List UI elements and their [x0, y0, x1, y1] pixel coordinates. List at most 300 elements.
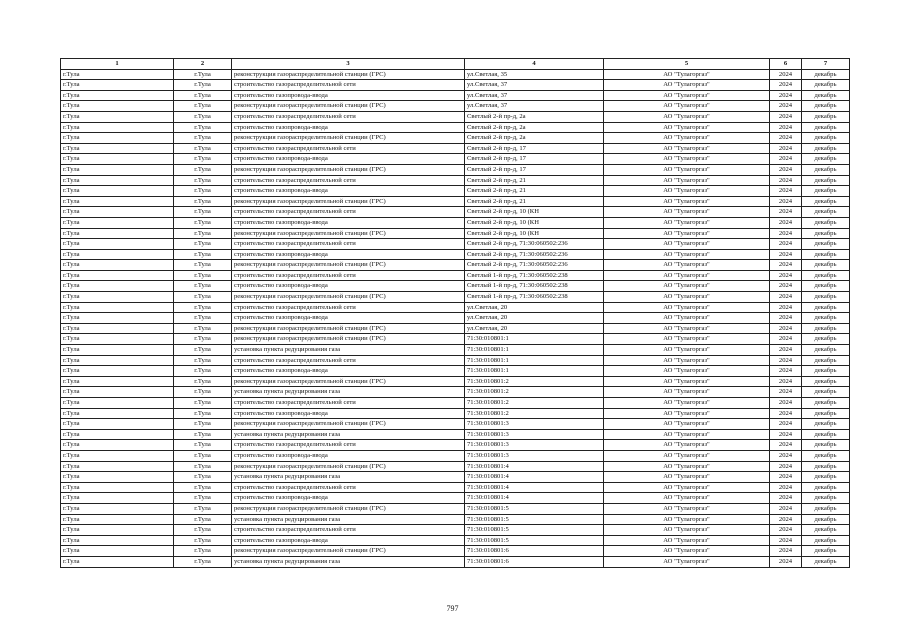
year-cell: 2024 [770, 217, 802, 228]
address-cell: Светлый 2-й пр-д, 2а [465, 111, 604, 122]
address-cell: Светлый 2-й пр-д, 10 (КН [465, 207, 604, 218]
work-type-cell: строительство газопровода-ввода [232, 90, 465, 101]
locality-cell: г.Тула [174, 80, 232, 91]
locality-cell: г.Тула [174, 493, 232, 504]
month-cell: декабрь [802, 249, 850, 260]
month-cell: декабрь [802, 408, 850, 419]
year-cell: 2024 [770, 387, 802, 398]
month-cell: декабрь [802, 154, 850, 165]
work-type-cell: строительство газораспределительной сети [232, 239, 465, 250]
year-cell: 2024 [770, 196, 802, 207]
municipality-cell: г.Тула [61, 281, 174, 292]
table-row [61, 207, 850, 218]
table-row [61, 461, 850, 472]
address-cell: Светлый 2-й пр-д, 10 (КН [465, 217, 604, 228]
address-cell: 71:30:010801:6 [465, 546, 604, 557]
municipality-cell: г.Тула [61, 408, 174, 419]
locality-cell: г.Тула [174, 450, 232, 461]
locality-cell: г.Тула [174, 482, 232, 493]
address-cell: 71:30:010801:4 [465, 493, 604, 504]
address-cell: Светлый 2-й пр-д, 21 [465, 186, 604, 197]
work-type-cell: строительство газораспределительной сети [232, 80, 465, 91]
work-type-cell: строительство газопровода-ввода [232, 493, 465, 504]
header-cell: 6 [770, 59, 802, 70]
municipality-cell: г.Тула [61, 461, 174, 472]
address-cell: Светлый 1-й пр-д, 71:30:060502:238 [465, 281, 604, 292]
year-cell: 2024 [770, 239, 802, 250]
organization-cell: АО "Тулагоргаз" [604, 345, 770, 356]
organization-cell: АО "Тулагоргаз" [604, 239, 770, 250]
organization-cell: АО "Тулагоргаз" [604, 133, 770, 144]
address-cell: Светлый 2-й пр-д, 17 [465, 164, 604, 175]
month-cell: декабрь [802, 514, 850, 525]
locality-cell: г.Тула [174, 429, 232, 440]
work-type-cell: реконструкция газораспределительной станции (ГРС) [232, 503, 465, 514]
municipality-cell: г.Тула [61, 556, 174, 567]
year-cell: 2024 [770, 90, 802, 101]
year-cell: 2024 [770, 334, 802, 345]
locality-cell: г.Тула [174, 260, 232, 271]
address-cell: ул.Светлая, 37 [465, 101, 604, 112]
month-cell: декабрь [802, 90, 850, 101]
organization-cell: АО "Тулагоргаз" [604, 440, 770, 451]
organization-cell: АО "Тулагоргаз" [604, 419, 770, 430]
table-row [61, 440, 850, 451]
municipality-cell: г.Тула [61, 133, 174, 144]
work-type-cell: строительство газопровода-ввода [232, 186, 465, 197]
locality-cell: г.Тула [174, 514, 232, 525]
year-cell: 2024 [770, 525, 802, 536]
municipality-cell: г.Тула [61, 69, 174, 80]
table-row [61, 69, 850, 80]
organization-cell: АО "Тулагоргаз" [604, 366, 770, 377]
locality-cell: г.Тула [174, 228, 232, 239]
municipality-cell: г.Тула [61, 355, 174, 366]
month-cell: декабрь [802, 302, 850, 313]
municipality-cell: г.Тула [61, 111, 174, 122]
year-cell: 2024 [770, 101, 802, 112]
table-row [61, 355, 850, 366]
table-row [61, 122, 850, 133]
table-row [61, 164, 850, 175]
year-cell: 2024 [770, 440, 802, 451]
municipality-cell: г.Тула [61, 80, 174, 91]
locality-cell: г.Тула [174, 154, 232, 165]
work-type-cell: строительство газопровода-ввода [232, 249, 465, 260]
address-cell: ул.Светлая, 35 [465, 69, 604, 80]
municipality-cell: г.Тула [61, 514, 174, 525]
table-row [61, 493, 850, 504]
municipality-cell: г.Тула [61, 503, 174, 514]
table-row [61, 472, 850, 483]
year-cell: 2024 [770, 398, 802, 409]
organization-cell: АО "Тулагоргаз" [604, 217, 770, 228]
locality-cell: г.Тула [174, 175, 232, 186]
organization-cell: АО "Тулагоргаз" [604, 387, 770, 398]
address-cell: 71:30:010801:1 [465, 334, 604, 345]
month-cell: декабрь [802, 101, 850, 112]
month-cell: декабрь [802, 239, 850, 250]
year-cell: 2024 [770, 461, 802, 472]
organization-cell: АО "Тулагоргаз" [604, 196, 770, 207]
header-cell: 3 [232, 59, 465, 70]
address-cell: ул.Светлая, 37 [465, 90, 604, 101]
table-body [61, 59, 850, 568]
month-cell: декабрь [802, 440, 850, 451]
table-row [61, 419, 850, 430]
municipality-cell: г.Тула [61, 260, 174, 271]
work-type-cell: установка пункта редуцирования газа [232, 387, 465, 398]
address-cell: 71:30:010801:2 [465, 387, 604, 398]
year-cell: 2024 [770, 514, 802, 525]
organization-cell: АО "Тулагоргаз" [604, 249, 770, 260]
table-row [61, 80, 850, 91]
table-row [61, 514, 850, 525]
table-row [61, 239, 850, 250]
header-cell: 1 [61, 59, 174, 70]
municipality-cell: г.Тула [61, 419, 174, 430]
municipality-cell: г.Тула [61, 366, 174, 377]
address-cell: Светлый 2-й пр-д, 17 [465, 143, 604, 154]
table-row [61, 525, 850, 536]
year-cell: 2024 [770, 450, 802, 461]
work-type-cell: строительство газопровода-ввода [232, 281, 465, 292]
month-cell: декабрь [802, 472, 850, 483]
municipality-cell: г.Тула [61, 345, 174, 356]
municipality-cell: г.Тула [61, 323, 174, 334]
locality-cell: г.Тула [174, 101, 232, 112]
organization-cell: АО "Тулагоргаз" [604, 450, 770, 461]
month-cell: декабрь [802, 164, 850, 175]
address-cell: ул.Светлая, 20 [465, 323, 604, 334]
locality-cell: г.Тула [174, 239, 232, 250]
work-type-cell: установка пункта редуцирования газа [232, 556, 465, 567]
table-row [61, 154, 850, 165]
organization-cell: АО "Тулагоргаз" [604, 111, 770, 122]
month-cell: декабрь [802, 80, 850, 91]
address-cell: 71:30:010801:3 [465, 429, 604, 440]
locality-cell: г.Тула [174, 546, 232, 557]
table-row [61, 334, 850, 345]
organization-cell: АО "Тулагоргаз" [604, 323, 770, 334]
address-cell: 71:30:010801:5 [465, 503, 604, 514]
locality-cell: г.Тула [174, 376, 232, 387]
municipality-cell: г.Тула [61, 313, 174, 324]
month-cell: декабрь [802, 69, 850, 80]
municipality-cell: г.Тула [61, 122, 174, 133]
organization-cell: АО "Тулагоргаз" [604, 292, 770, 303]
municipality-cell: г.Тула [61, 270, 174, 281]
address-cell: 71:30:010801:1 [465, 355, 604, 366]
table-row [61, 101, 850, 112]
work-type-cell: строительство газораспределительной сети [232, 111, 465, 122]
locality-cell: г.Тула [174, 302, 232, 313]
organization-cell: АО "Тулагоргаз" [604, 154, 770, 165]
month-cell: декабрь [802, 143, 850, 154]
address-cell: 71:30:010801:3 [465, 440, 604, 451]
table-row [61, 323, 850, 334]
month-cell: декабрь [802, 292, 850, 303]
locality-cell: г.Тула [174, 323, 232, 334]
table-row [61, 450, 850, 461]
work-type-cell: реконструкция газораспределительной станции (ГРС) [232, 292, 465, 303]
month-cell: декабрь [802, 334, 850, 345]
year-cell: 2024 [770, 154, 802, 165]
year-cell: 2024 [770, 429, 802, 440]
municipality-cell: г.Тула [61, 493, 174, 504]
municipality-cell: г.Тула [61, 535, 174, 546]
month-cell: декабрь [802, 535, 850, 546]
month-cell: декабрь [802, 525, 850, 536]
month-cell: декабрь [802, 228, 850, 239]
organization-cell: АО "Тулагоргаз" [604, 376, 770, 387]
work-type-cell: реконструкция газораспределительной станции (ГРС) [232, 196, 465, 207]
month-cell: декабрь [802, 323, 850, 334]
municipality-cell: г.Тула [61, 196, 174, 207]
organization-cell: АО "Тулагоргаз" [604, 408, 770, 419]
year-cell: 2024 [770, 80, 802, 91]
month-cell: декабрь [802, 260, 850, 271]
municipality-cell: г.Тула [61, 546, 174, 557]
work-type-cell: реконструкция газораспределительной станции (ГРС) [232, 69, 465, 80]
address-cell: Светлый 1-й пр-д, 71:30:060502:238 [465, 292, 604, 303]
year-cell: 2024 [770, 260, 802, 271]
municipality-cell: г.Тула [61, 239, 174, 250]
locality-cell: г.Тула [174, 186, 232, 197]
organization-cell: АО "Тулагоргаз" [604, 260, 770, 271]
month-cell: декабрь [802, 419, 850, 430]
municipality-cell: г.Тула [61, 207, 174, 218]
month-cell: декабрь [802, 270, 850, 281]
locality-cell: г.Тула [174, 408, 232, 419]
address-cell: Светлый 2-й пр-д, 21 [465, 175, 604, 186]
municipality-cell: г.Тула [61, 249, 174, 260]
municipality-cell: г.Тула [61, 376, 174, 387]
work-type-cell: строительство газопровода-ввода [232, 535, 465, 546]
month-cell: декабрь [802, 429, 850, 440]
table-row [61, 270, 850, 281]
municipality-cell: г.Тула [61, 387, 174, 398]
municipality-cell: г.Тула [61, 450, 174, 461]
organization-cell: АО "Тулагоргаз" [604, 313, 770, 324]
year-cell: 2024 [770, 493, 802, 504]
table-row [61, 217, 850, 228]
locality-cell: г.Тула [174, 355, 232, 366]
table-row [61, 133, 850, 144]
month-cell: декабрь [802, 345, 850, 356]
page-number: 797 [446, 604, 459, 613]
table-row [61, 482, 850, 493]
table-row [61, 345, 850, 356]
organization-cell: АО "Тулагоргаз" [604, 525, 770, 536]
organization-cell: АО "Тулагоргаз" [604, 461, 770, 472]
address-cell: Светлый 2-й пр-д, 10 (КН [465, 228, 604, 239]
table-row [61, 292, 850, 303]
address-cell: Светлый 2-й пр-д, 71:30:060502:236 [465, 239, 604, 250]
organization-cell: АО "Тулагоргаз" [604, 80, 770, 91]
locality-cell: г.Тула [174, 440, 232, 451]
table-row [61, 313, 850, 324]
header-cell: 4 [465, 59, 604, 70]
locality-cell: г.Тула [174, 133, 232, 144]
month-cell: декабрь [802, 111, 850, 122]
year-cell: 2024 [770, 408, 802, 419]
year-cell: 2024 [770, 186, 802, 197]
organization-cell: АО "Тулагоргаз" [604, 143, 770, 154]
table-row [61, 186, 850, 197]
work-type-cell: строительство газопровода-ввода [232, 154, 465, 165]
table-row [61, 281, 850, 292]
address-cell: 71:30:010801:2 [465, 408, 604, 419]
work-type-cell: реконструкция газораспределительной станции (ГРС) [232, 260, 465, 271]
address-cell: Светлый 2-й пр-д, 71:30:060502:236 [465, 260, 604, 271]
year-cell: 2024 [770, 546, 802, 557]
work-type-cell: строительство газопровода-ввода [232, 366, 465, 377]
municipality-cell: г.Тула [61, 292, 174, 303]
month-cell: декабрь [802, 556, 850, 567]
locality-cell: г.Тула [174, 398, 232, 409]
work-type-cell: строительство газопровода-ввода [232, 450, 465, 461]
year-cell: 2024 [770, 281, 802, 292]
locality-cell: г.Тула [174, 535, 232, 546]
locality-cell: г.Тула [174, 345, 232, 356]
locality-cell: г.Тула [174, 292, 232, 303]
municipality-cell: г.Тула [61, 101, 174, 112]
work-type-cell: установка пункта редуцирования газа [232, 345, 465, 356]
locality-cell: г.Тула [174, 366, 232, 377]
locality-cell: г.Тула [174, 472, 232, 483]
locality-cell: г.Тула [174, 69, 232, 80]
year-cell: 2024 [770, 270, 802, 281]
work-type-cell: реконструкция газораспределительной станции (ГРС) [232, 461, 465, 472]
address-cell: 71:30:010801:2 [465, 376, 604, 387]
address-cell: 71:30:010801:4 [465, 472, 604, 483]
month-cell: декабрь [802, 122, 850, 133]
work-type-cell: строительство газопровода-ввода [232, 122, 465, 133]
header-cell: 2 [174, 59, 232, 70]
address-cell: ул.Светлая, 37 [465, 80, 604, 91]
locality-cell: г.Тула [174, 207, 232, 218]
year-cell: 2024 [770, 122, 802, 133]
work-type-cell: строительство газопровода-ввода [232, 217, 465, 228]
municipality-cell: г.Тула [61, 143, 174, 154]
locality-cell: г.Тула [174, 419, 232, 430]
table-row [61, 90, 850, 101]
year-cell: 2024 [770, 111, 802, 122]
month-cell: декабрь [802, 175, 850, 186]
locality-cell: г.Тула [174, 313, 232, 324]
organization-cell: АО "Тулагоргаз" [604, 535, 770, 546]
work-type-cell: строительство газораспределительной сети [232, 482, 465, 493]
organization-cell: АО "Тулагоргаз" [604, 101, 770, 112]
municipality-cell: г.Тула [61, 175, 174, 186]
year-cell: 2024 [770, 313, 802, 324]
locality-cell: г.Тула [174, 164, 232, 175]
work-type-cell: реконструкция газораспределительной станции (ГРС) [232, 133, 465, 144]
work-type-cell: строительство газораспределительной сети [232, 175, 465, 186]
month-cell: декабрь [802, 450, 850, 461]
month-cell: декабрь [802, 186, 850, 197]
month-cell: декабрь [802, 133, 850, 144]
header-cell: 7 [802, 59, 850, 70]
municipality-cell: г.Тула [61, 429, 174, 440]
address-cell: 71:30:010801:2 [465, 398, 604, 409]
month-cell: декабрь [802, 493, 850, 504]
year-cell: 2024 [770, 164, 802, 175]
month-cell: декабрь [802, 376, 850, 387]
address-cell: Светлый 2-й пр-д, 21 [465, 196, 604, 207]
month-cell: декабрь [802, 355, 850, 366]
year-cell: 2024 [770, 366, 802, 377]
year-cell: 2024 [770, 133, 802, 144]
year-cell: 2024 [770, 175, 802, 186]
address-cell: 71:30:010801:1 [465, 366, 604, 377]
address-cell: Светлый 1-й пр-д, 71:30:060502:238 [465, 270, 604, 281]
address-cell: Светлый 2-й пр-д, 2а [465, 133, 604, 144]
month-cell: декабрь [802, 461, 850, 472]
organization-cell: АО "Тулагоргаз" [604, 429, 770, 440]
table-row [61, 408, 850, 419]
table-row [61, 260, 850, 271]
year-cell: 2024 [770, 376, 802, 387]
month-cell: декабрь [802, 398, 850, 409]
header-cell: 5 [604, 59, 770, 70]
organization-cell: АО "Тулагоргаз" [604, 355, 770, 366]
municipality-cell: г.Тула [61, 440, 174, 451]
work-type-cell: установка пункта редуцирования газа [232, 472, 465, 483]
month-cell: декабрь [802, 546, 850, 557]
table-row [61, 111, 850, 122]
address-cell: 71:30:010801:4 [465, 482, 604, 493]
address-cell: 71:30:010801:5 [465, 535, 604, 546]
header-row [61, 59, 850, 70]
month-cell: декабрь [802, 482, 850, 493]
work-type-cell: строительство газораспределительной сети [232, 525, 465, 536]
table-row [61, 429, 850, 440]
address-cell: 71:30:010801:5 [465, 525, 604, 536]
address-cell: 71:30:010801:6 [465, 556, 604, 567]
address-cell: 71:30:010801:5 [465, 514, 604, 525]
work-type-cell: установка пункта редуцирования газа [232, 429, 465, 440]
work-type-cell: реконструкция газораспределительной станции (ГРС) [232, 546, 465, 557]
municipality-cell: г.Тула [61, 154, 174, 165]
locality-cell: г.Тула [174, 196, 232, 207]
month-cell: декабрь [802, 366, 850, 377]
organization-cell: АО "Тулагоргаз" [604, 493, 770, 504]
organization-cell: АО "Тулагоргаз" [604, 546, 770, 557]
address-cell: 71:30:010801:3 [465, 419, 604, 430]
works-table [60, 58, 850, 568]
month-cell: декабрь [802, 281, 850, 292]
locality-cell: г.Тула [174, 90, 232, 101]
work-type-cell: реконструкция газораспределительной станции (ГРС) [232, 376, 465, 387]
organization-cell: АО "Тулагоргаз" [604, 228, 770, 239]
municipality-cell: г.Тула [61, 472, 174, 483]
locality-cell: г.Тула [174, 217, 232, 228]
work-type-cell: реконструкция газораспределительной станции (ГРС) [232, 323, 465, 334]
organization-cell: АО "Тулагоргаз" [604, 281, 770, 292]
year-cell: 2024 [770, 556, 802, 567]
municipality-cell: г.Тула [61, 90, 174, 101]
year-cell: 2024 [770, 535, 802, 546]
table-row [61, 535, 850, 546]
year-cell: 2024 [770, 419, 802, 430]
locality-cell: г.Тула [174, 525, 232, 536]
year-cell: 2024 [770, 323, 802, 334]
locality-cell: г.Тула [174, 111, 232, 122]
address-cell: Светлый 2-й пр-д, 2а [465, 122, 604, 133]
month-cell: декабрь [802, 207, 850, 218]
